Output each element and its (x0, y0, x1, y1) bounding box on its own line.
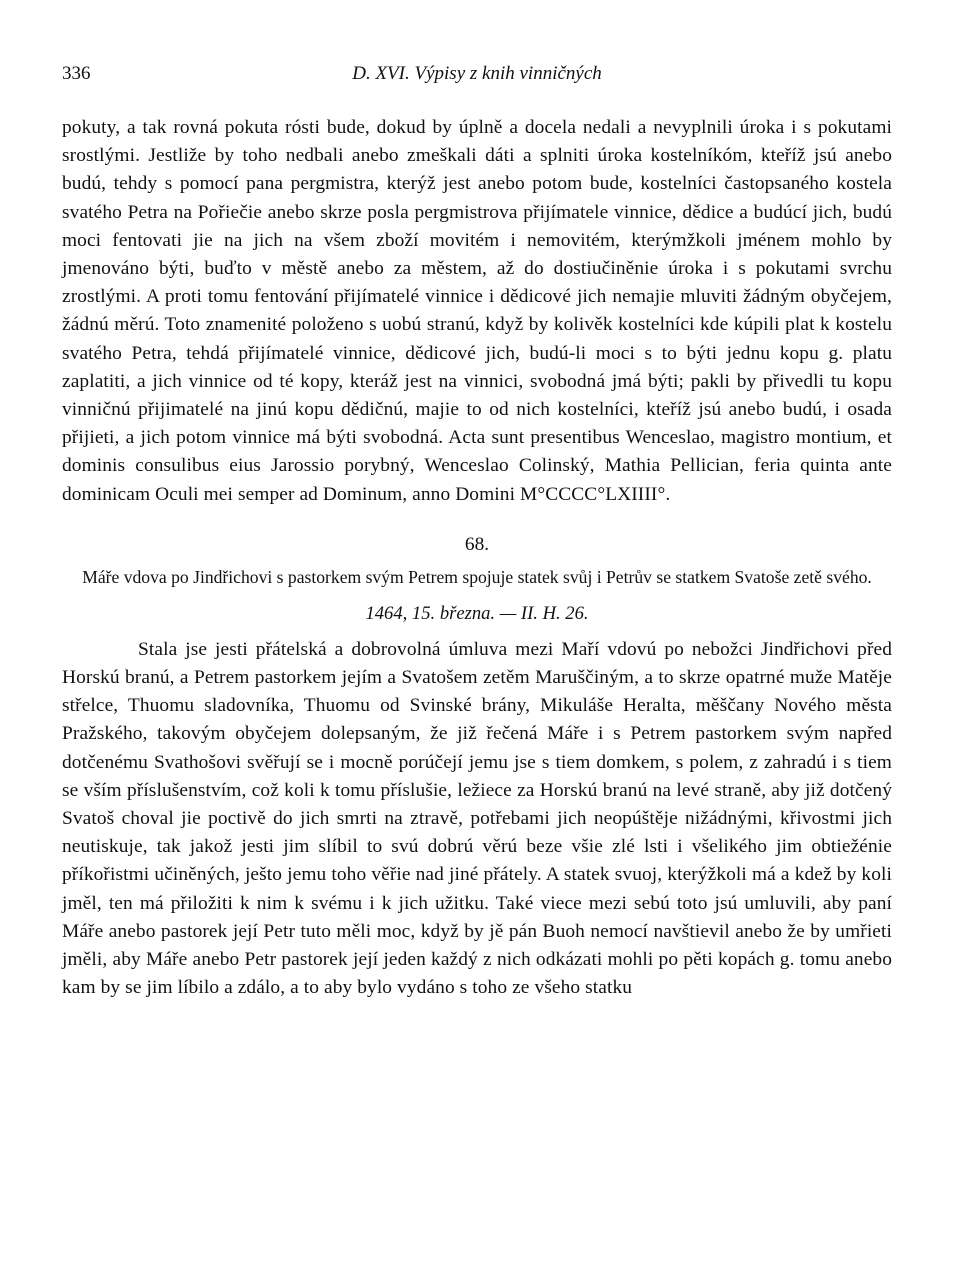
document-number: 68. (464, 533, 490, 555)
body-paragraph-continued: pokuty, a tak rovná pokuta rósti bude, dokud by úplně a docela nedali a nevyplnili úroka i s pokutami srostlými. Jestliže by toho nedbali anebo zmeškali dáti a splniti úroka kostelníkóm, kteříž jsú anebo budú, tehdy s pomocí pana pergmistra, kterýž jest anebo potom bude, kostelníci častopsaného kostela svatého Petra na Pořiečie anebo skrze posla pergmistrova přijímatele vinnice, dědice a budúcí jich, budú moci fentovati jie na jich na všem zboží movitém i nemovitém, kterýmžkoli jménem mohlo by jmenováno býti, buďto v městě anebo za městem, až do dostiučiněnie úroka i s pokutami svrchu zrostlými. A proti tomu fentování přijímatelé vinnice i dědicové jich nemajie mluviti žádným obyčejem, žádnú měrú. Toto znamenité položeno s uobú stranú, když by kolivěk kostelníci kde kúpili plat k kostelu svatého Petra, tehdá přijímatelé vinnice, dědicové jich, budú-li moci s to býti jednu kopu g. platu zaplatiti, a jich vinnice od té kopy, kteráž jest na vinnici, svobodná jmá býti; pakli by přivedli tu kopu vinničnú přijimatelé na jinú kopu dědičnú, majie to od nich kostelníci, kteříž jsú anebo budú, i osada přijieti, a jich potom vinnice má býti svobodná. Acta sunt presentibus Wenceslao, magistro montium, et dominis consulibus eius Jarossio porybný, Wenceslao Colinský, Mathia Pellician, feria quinta ante dominicam Oculi mei semper ad Dominum, anno Domini M°CCCC°LXIIII°. (62, 117, 892, 505)
book-page (62, 60, 892, 1002)
running-title: D. XVI. Výpisy z knih vinničných (352, 63, 602, 84)
running-head (62, 60, 892, 88)
document-heading: Máře vdova po Jindřichovi s pastorkem svým Petrem spojuje statek svůj i Petrův se statkem Svatoše zetě svého. (82, 566, 872, 587)
document-body-paragraph: Stala jse jesti přátelská a dobrovolná úmluva mezi Maří vdovú po nebožci Jindřichovi před Horskú branú, a Petrem pastorkem jejím a Svatošem zetěm Maruščiným, a to skrze opatrné muže Matěje střelce, Thuomu sladovníka, Thuomu od Svinské brány, Mikuláše Heralta, měščany Nového města Pražského, takovým obyčejem dolepsaným, že již řečená Máře i s Petrem pastorkem svým napřed dotčenému Svathošovi svěřují se i mocně porúčejí jemu jse s tiem domkem, s polem, z zahradú i s tiem se vším příslušenstvím, což koli k tomu příslušie, ležiece za Horskú branú na levé straně, aby již dotčený Svatoš choval jie poctivě do jich smrti na ztravě, potřebami jich neopúštěje nižádnými, křivostmi jich neutiskuje, tak jakož jesti jim slíbil to svú dobrú věrú beze všie zlé lsti i všelikého jim obtiežénie příkořistmi učiněných, ješto jemu toho věřie nad jiné přátely. A statek svuoj, kterýžkoli má a kdež by koli jměl, ten má přiložiti k nim k svému i k jich užitku. Také viece mezi sebú toto jsú umluvili, aby paní Máře anebo pastorek její Petr tuto měli moc, když by jě pán Buoh nemocí navštievil anebo že by umřieti jměli, aby Máře anebo Petr pastorek její jeden každý z nich odkázati mohli po pěti kopách g. tomu anebo kam by se jim líbilo a zdálo, a to aby bylo vydáno s toho ze všeho statku (62, 638, 892, 999)
page-number: 336 (62, 63, 91, 84)
document-date-line: 1464, 15. března. — II. H. 26. (365, 602, 589, 624)
